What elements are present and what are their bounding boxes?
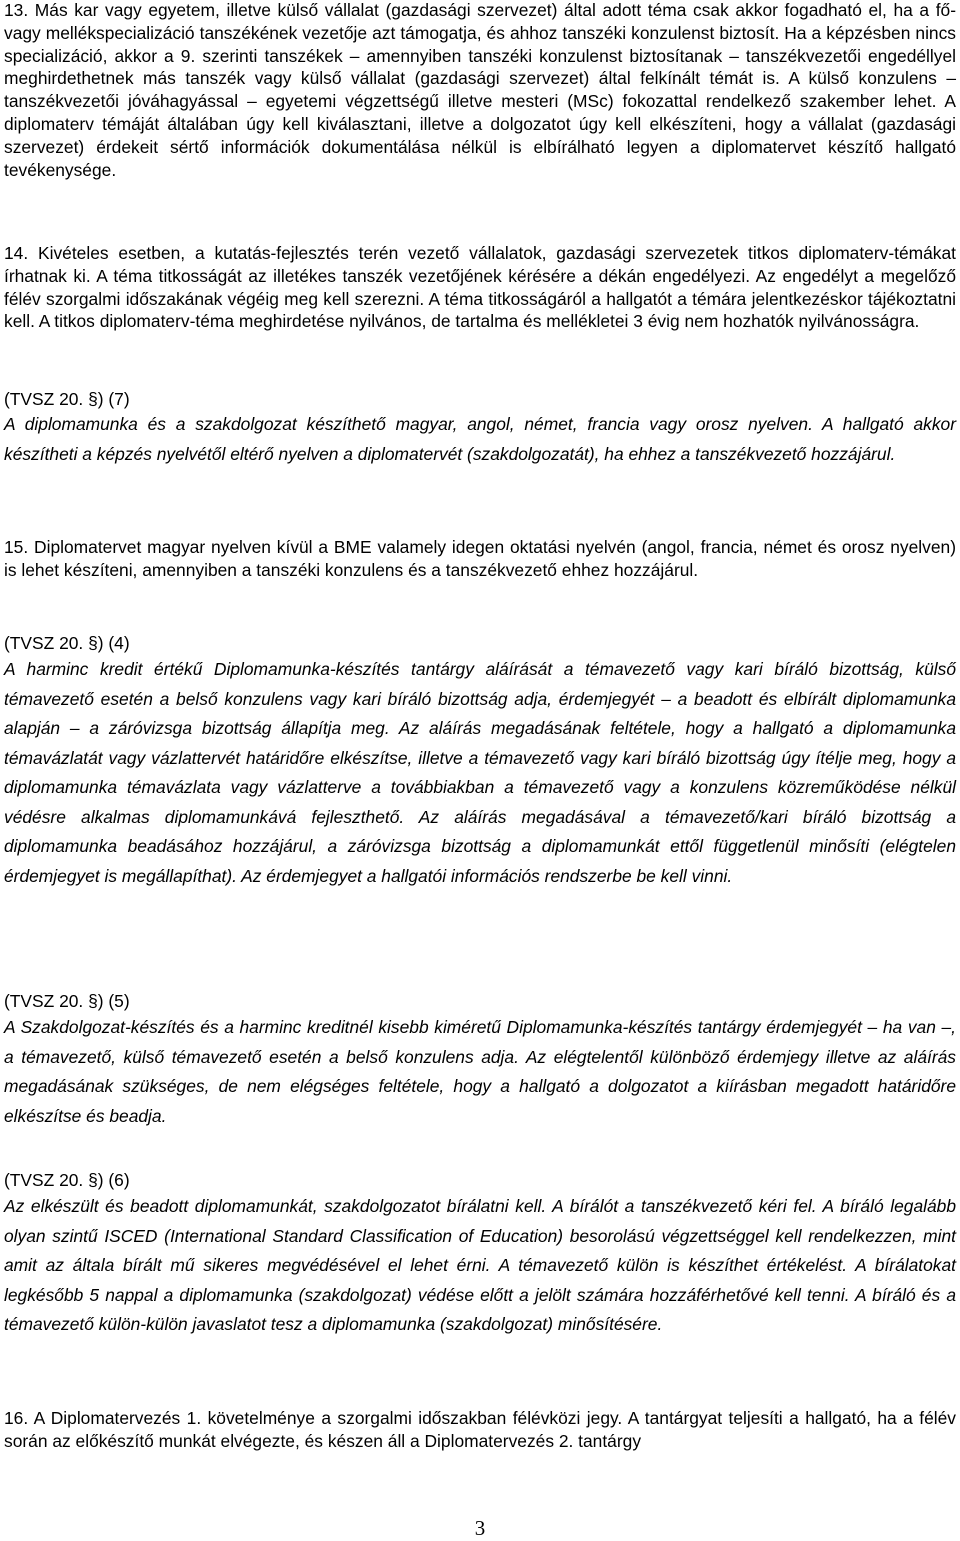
tvsz-reference-5: (TVSZ 20. §) (5) (4, 991, 130, 1011)
tvsz-quote-6: Az elkészült és beadott diplomamunkát, szakdolgozatot bírálatni kell. A bírálót a tanszékvezető kéri fel. A bíráló legalább olyan szintű ISCED (International Standard Classification of Education) besorolású végzettséggel kell rendelkezzen, mint amit az általa bírált mű sikeres megvédésével el lehet érni. A témavezető külön is készíthet értékelést. A bírálatokat legkésőbb 5 nappal a diplomamunka (szakdolgozat) védése előtt a jelölt számára hozzáférhetővé kell tenni. A bíráló és a témavezető külön-külön javaslatot tesz a diplomamunka (szakdolgozat) minősítésére. (4, 1196, 956, 1334)
tvsz-reference-6: (TVSZ 20. §) (6) (4, 1170, 130, 1190)
tvsz-quote-7: A diplomamunka és a szakdolgozat készíthető magyar, angol, német, francia vagy orosz nyelven. A hallgató akkor készítheti a képzés nyelvétől eltérő nyelven a diplomatervét (szakdolgozatát), ha ehhez a tanszékvezető hozzájárul. (4, 414, 956, 464)
tvsz-reference-7: (TVSZ 20. §) (7) (4, 389, 130, 409)
paragraph-14: 14. Kivételes esetben, a kutatás-fejlesztés terén vezető vállalatok, gazdasági szervezetek titkos diplomaterv-témákat írhatnak ki. A téma titkosságát az illetékes tanszék vezetőjének kérésére a dékán engedélyezi. Az engedélyt a megelőző félév szorgalmi időszakának végéig meg kell szerezni. A téma titkosságáról a hallgatót a témára jelentkezéskor tájékoztatni kell. A titkos diplomaterv-téma meghirdetése nyilvános, de tartalma és mellékletei 3 évig nem hozhatók nyilvánosságra. (4, 243, 956, 332)
paragraph-16: 16. A Diplomatervezés 1. követelménye a szorgalmi időszakban félévközi jegy. A tantárgyat teljesíti a hallgató, ha a félév során az előkészítő munkát elvégezte, és készen áll a Diplomatervezés 2. tantárgy (4, 1408, 956, 1451)
tvsz-reference-4: (TVSZ 20. §) (4) (4, 633, 130, 653)
paragraph-15: 15. Diplomatervet magyar nyelven kívül a BME valamely idegen oktatási nyelvén (angol, francia, német és orosz nyelven) is lehet készíteni, amennyiben a tanszéki konzulens és a tanszékvezető ehhez hozzájárul. (4, 537, 956, 580)
tvsz-quote-5: A Szakdolgozat-készítés és a harminc kreditnél kisebb kiméretű Diplomamunka-készítés tantárgy érdemjegyét – ha van –, a témavezető, külső témavezető esetén a belső konzulens adja. Az elégtelentől különböző érdemjegy illetve az aláírás megadásának szükséges, de nem elégséges feltétele, hogy a hallgató a dolgozatot a kiírásban megadott határidőre elkészítse és beadja. (4, 1017, 956, 1126)
tvsz-quote-4: A harminc kredit értékű Diplomamunka-készítés tantárgy aláírását a témavezető vagy kari bíráló bizottság, külső témavezető esetén a belső konzulens vagy kari bíráló bizottság adja, érdemjegyét – a beadott és elbírált diplomamunka alapján – a záróvizsga bizottság állapítja meg. Az aláírás megadásának feltétele, hogy a hallgató a diplomamunka témavázlatát vagy vázlattervét határidőre elkészítse, illetve a témavezető vagy kari bíráló bizottság úgy ítélje meg, hogy a diplomamunka témavázlata vagy vázlatterve a továbbiakban a témavezető vagy a konzulens közreműködése nélkül védésre alkalmas diplomamunkává fejleszthető. Az aláírás megadásával a témavezető/kari bíráló bizottság a diplomamunka beadásához hozzájárul, a záróvizsga bizottság a diplomamunkát ettől függetlenül minősíti (elégtelen érdemjegyet is megállapíthat). Az érdemjegyet a hallgatói információs rendszerbe be kell vinni. (4, 659, 956, 886)
page-number: 3 (474, 1516, 486, 1540)
paragraph-13: 13. Más kar vagy egyetem, illetve külső vállalat (gazdasági szervezet) által adott téma csak akkor fogadható el, ha a fő- vagy mellékspecializáció tanszékének vezetője azt támogatja, és ahhoz tanszéki konzulenst biztosít. Ha a képzésben nincs specializáció, akkor a 9. szerinti tanszékek – amennyiben tanszéki konzulenst biztosítanak – tanszékvezetői engedéllyel meghirdethetnek más tanszék vagy külső vállalat (gazdasági szervezet) által felkínált témát is. A külső konzulens – tanszékvezetői jóváhagyással – egyetemi végzettségű illetve mesteri (MSc) fokozattal rendelkező szakember lehet. A diplomaterv témáját általában úgy kell kiválasztani, illetve a dolgozatot úgy kell elkészíteni, hogy a vállalat (gazdasági szervezet) érdekeit sértő információk dokumentálása nélkül is elbírálható legyen a diplomatervet készítő hallgató tevékenysége. (4, 0, 956, 180)
